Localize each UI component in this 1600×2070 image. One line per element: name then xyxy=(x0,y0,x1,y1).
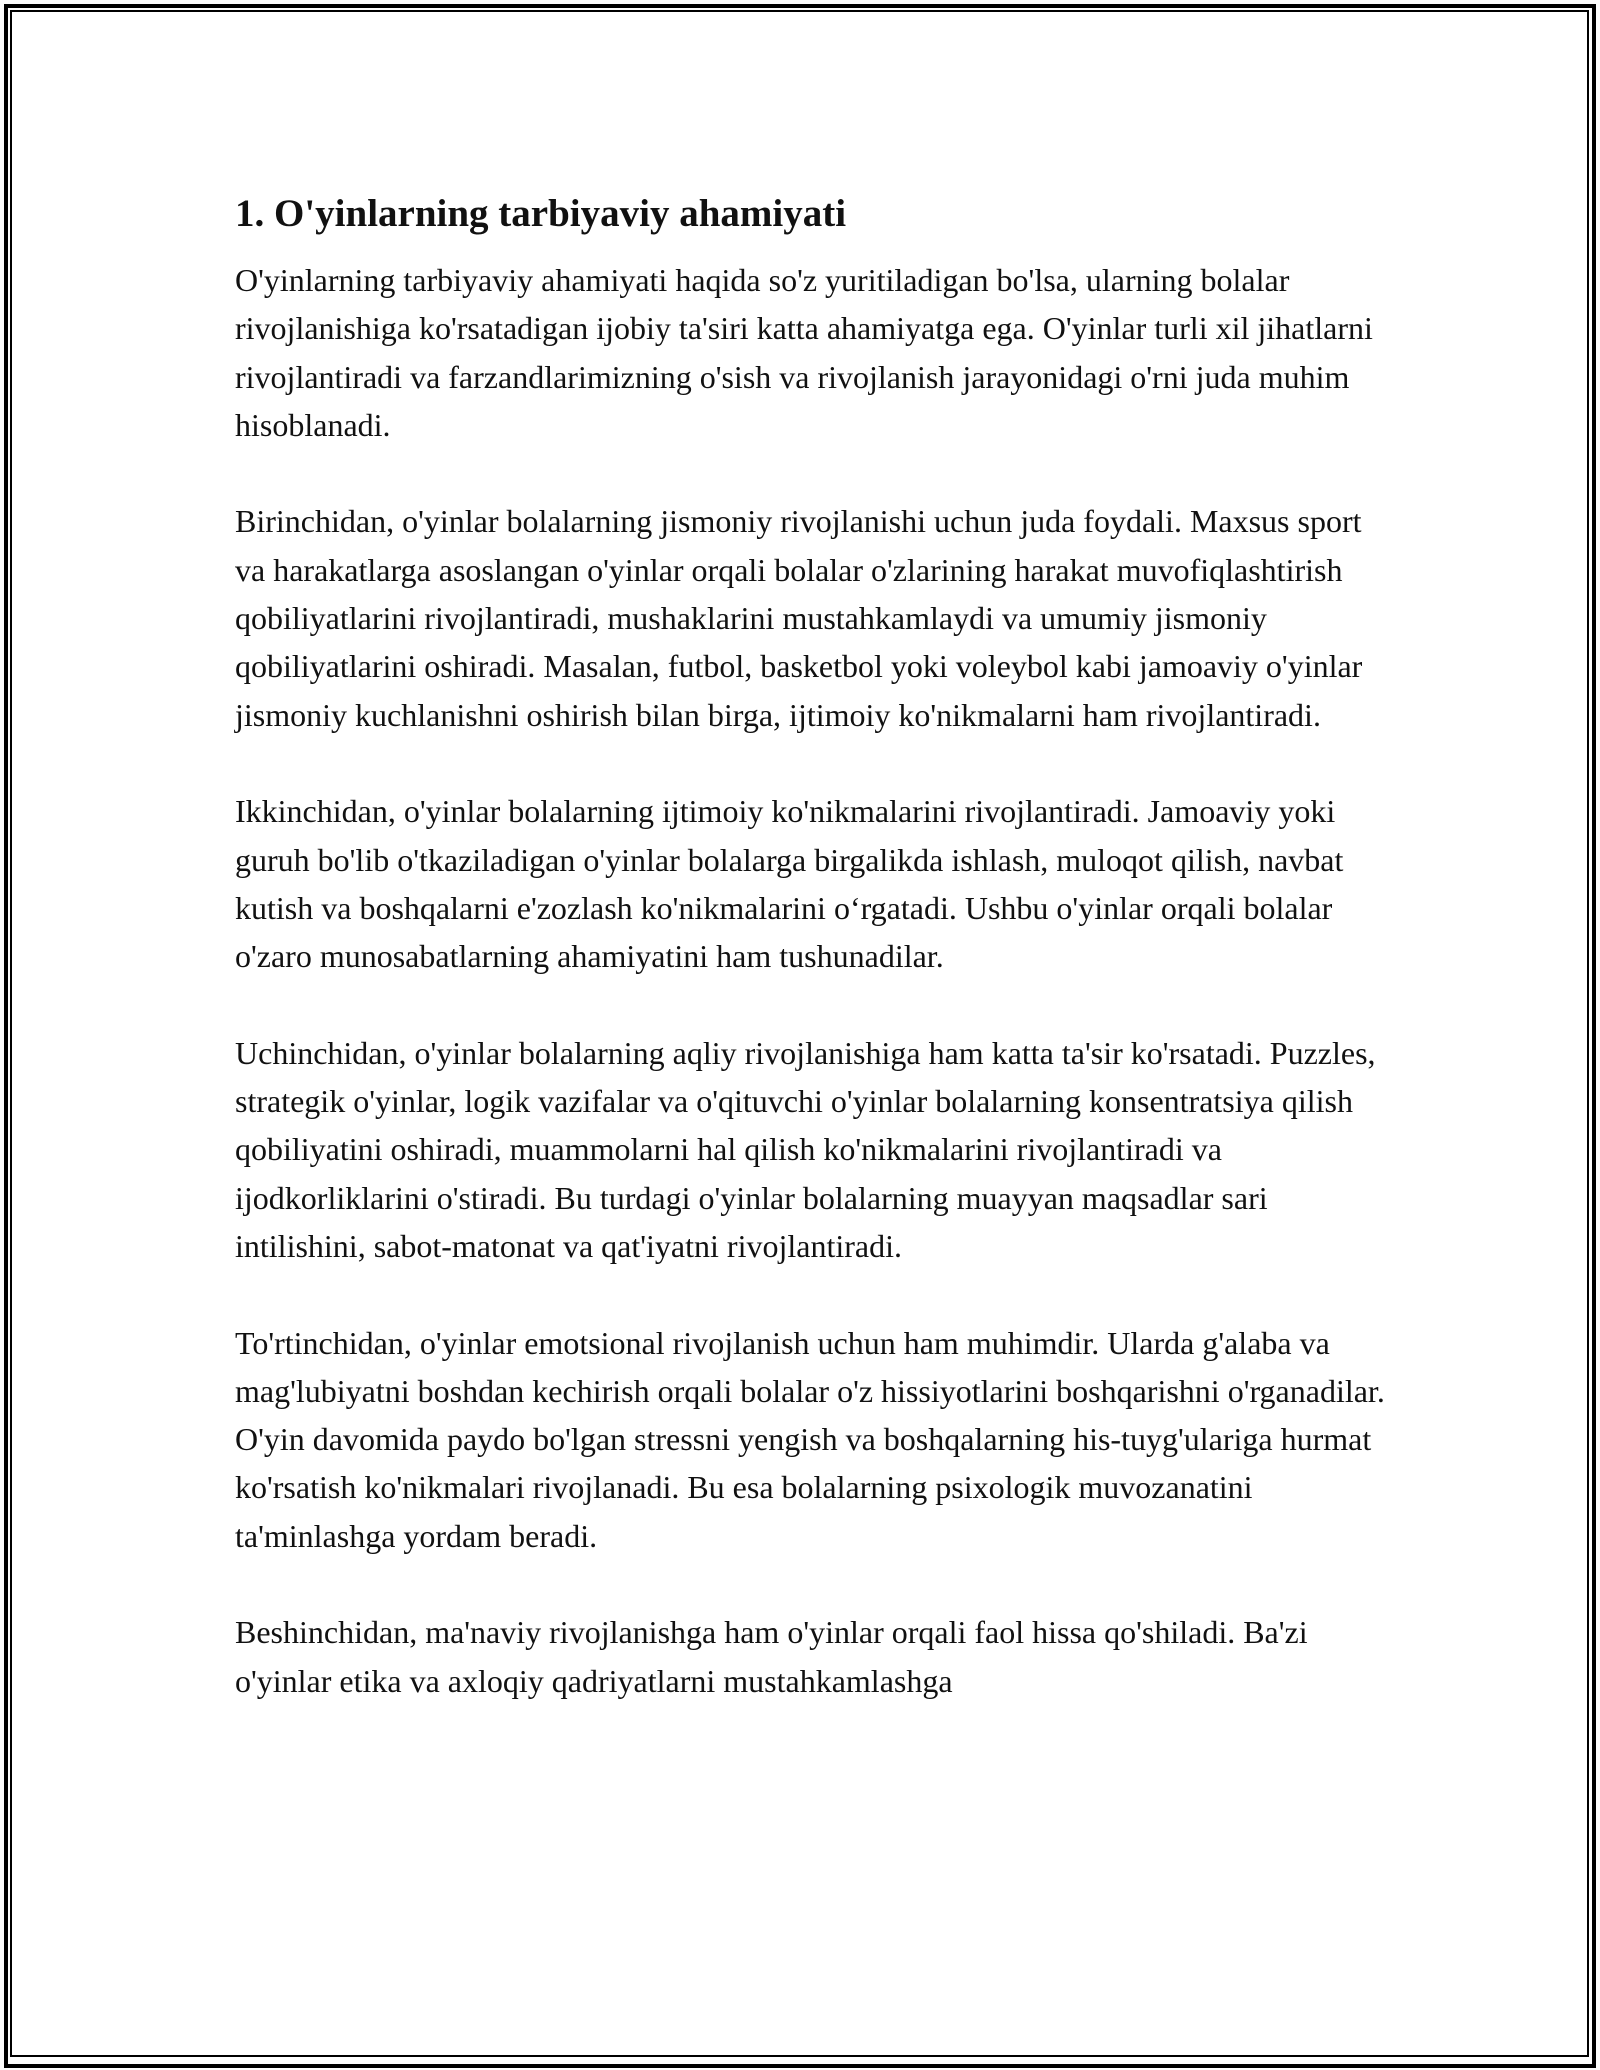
document-body xyxy=(235,186,1385,1753)
section-heading: 1. O'yinlarning tarbiyaviy ahamiyati xyxy=(235,192,847,235)
paragraph-intro: O'yinlarning tarbiyaviy ahamiyati haqida so'z yuritiladigan bo'lsa, ularning bolalar rivojlanishiga ko'rsatadigan ijobiy ta'siri katta ahamiyatga ega. O'yinlar turli xil jihatlarni rivojlantiradi va farzandlarimizning o'sish va rivojlanish jarayonidagi o'rni juda muhim hisoblanadi. xyxy=(235,262,1373,443)
paragraph-fifth: Beshinchidan, ma'naviy rivojlanishga ham o'yinlar orqali faol hissa qo'shiladi. Ba'zi o'yinlar etika va axloqiy qadriyatlarni mustahkamlashga xyxy=(235,1614,1308,1699)
paragraph-third: Uchinchidan, o'yinlar bolalarning aqliy rivojlanishiga ham katta ta'sir ko'rsatadi. Puzzles, strategik o'yinlar, logik vazifalar va o'qituvchi o'yinlar bolalarning konsentratsiya qilish qobiliyatini oshiradi, muammolarni hal qilish ko'nikmalarini rivojlantiradi va ijodkorliklarini o'stiradi. Bu turdagi o'yinlar bolalarning muayyan maqsadlar sari intilishini, sabot-matonat va qat'iyatni rivojlantiradi. xyxy=(235,1034,1376,1264)
paragraph-fourth: To'rtinchidan, o'yinlar emotsional rivojlanish uchun ham muhimdir. Ularda g'alaba va mag'lubiyatni boshdan kechirish orqali bolalar o'z hissiyotlarini boshqarishni o'rganadilar. O'yin davomida paydo bo'lgan stressni yengish va boshqalarning his-tuyg'ulariga hurmat ko'rsatish ko'nikmalari rivojlanadi. Bu esa bolalarning psixologik muvozanatini ta'minlashga yordam beradi. xyxy=(235,1324,1385,1554)
paragraph-second: Ikkinchidan, o'yinlar bolalarning ijtimoiy ko'nikmalarini rivojlantiradi. Jamoaviy yoki guruh bo'lib o'tkaziladigan o'yinlar bolalarga birgalikda ishlash, muloqot qilish, navbat kutish va boshqalarni e'zozlash ko'nikmalarini o‘rgatadi. Ushbu o'yinlar orqali bolalar o'zaro munosabatlarning ahamiyatini ham tushunadilar. xyxy=(235,793,1344,975)
paragraph-first: Birinchidan, o'yinlar bolalarning jismoniy rivojlanishi uchun juda foydali. Maxsus sport va harakatlarga asoslangan o'yinlar orqali bolalar o'zlarining harakat muvofiqlashtirish qobiliyatlarini rivojlantiradi, mushaklarini mustahkamlaydi va umumiy jismoniy qobiliyatlarini oshiradi. Masalan, futbol, basketbol yoki voleybol kabi jamoaviy o'yinlar jismoniy kuchlanishni oshirish bilan birga, ijtimoiy ko'nikmalarni ham rivojlantiradi. xyxy=(235,503,1363,733)
